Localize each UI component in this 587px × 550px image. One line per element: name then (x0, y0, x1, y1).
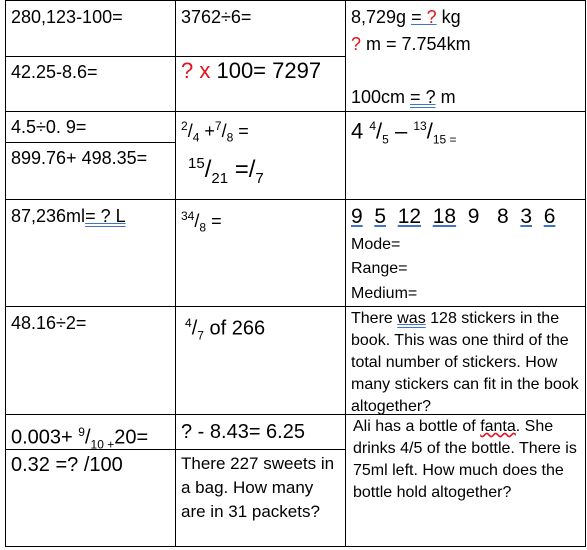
row-border (5, 0, 586, 1)
numerator: 2 (181, 119, 188, 133)
question-cell: $0.003+ ^9/_{10 +}20=$ (11, 425, 149, 452)
data-value: 5 (374, 205, 387, 228)
question-mark: ? x (181, 58, 211, 83)
row-border (5, 111, 586, 112)
text-span: 8,729g (351, 7, 412, 27)
text-span: was (397, 310, 426, 327)
question-cell: ? - 8.43= 6.25 (181, 421, 305, 443)
denominator: 4 (192, 130, 200, 145)
col-border (585, 0, 586, 547)
text-span: 100cm (351, 87, 411, 107)
numerator: 15 (188, 155, 205, 172)
text-span: m = 7.754km (361, 34, 471, 54)
question-mark: ? (351, 34, 362, 54)
text-span: of 266 (203, 317, 266, 340)
question-cell: 48.16÷2= (11, 313, 87, 333)
data-value: 9 (467, 205, 480, 228)
data-value: 12 (397, 205, 422, 228)
question-cell (11, 205, 126, 227)
data-value: 8 (496, 205, 509, 228)
data-value: 9 (351, 205, 363, 228)
row-border (5, 199, 586, 200)
text-span: = (206, 211, 222, 231)
numerator: 34 (181, 209, 195, 223)
question-cell: 899.76+ 498.35= (11, 148, 148, 168)
question-cell: 280,123-100= (11, 7, 123, 27)
denominator: 8 (199, 220, 207, 235)
text-span: – (388, 118, 414, 144)
question-cell: 3762÷6= (181, 7, 252, 27)
question-mark: ? (425, 87, 436, 107)
word-problem-sweets: There 227 sweets in a bag. How many are in 31 packets? (181, 454, 335, 521)
text-span: 4 (351, 118, 370, 144)
text-span: Ali has a bottle of (353, 418, 481, 435)
text-span: 20= (114, 426, 149, 449)
question-mark: ? (426, 7, 437, 27)
data-set (351, 206, 555, 228)
col-border (345, 0, 346, 547)
question-cell: $^{34}/_8$ = (181, 209, 222, 235)
numerator: 7 (214, 119, 222, 133)
text-span: 0.003+ (11, 426, 79, 449)
row-border (5, 306, 586, 307)
question-cell (351, 33, 471, 55)
numerator: 4 (369, 119, 377, 133)
word-problem-bottle (353, 416, 583, 504)
question-cell: $^2/_4 +^7/_8$ = (181, 119, 249, 145)
row-border (5, 142, 175, 143)
text-span: = (411, 7, 422, 27)
numerator: 4 (185, 316, 192, 330)
row-border (5, 546, 586, 547)
question-cell: 4.5÷0. 9= (11, 117, 87, 137)
text-span: 128 stickers in the book. This was one third of the total number of stickers. How many stickers can fit in the book altogether? (351, 310, 579, 415)
text-span: kg (436, 7, 461, 27)
text-span: fanta (480, 418, 516, 435)
denominator: 7 (255, 169, 264, 187)
denominator: 10 + (90, 437, 115, 452)
question-cell: 4 $^4/_5 - ^{13}/_{15 =}$ (351, 118, 457, 147)
question-cell: 42.25-8.6= (11, 62, 98, 82)
numerator: 13 (413, 119, 427, 133)
text-span: . She drinks 4/5 of the bottle. There is 75ml left. How much does the bottle hold altogether? (353, 418, 577, 501)
denominator: 15 = (432, 132, 457, 147)
denominator: 5 (382, 132, 389, 147)
col-border (5, 0, 6, 547)
text-span: 87,236ml (11, 206, 86, 226)
col-border (175, 0, 176, 547)
text-span: = (410, 87, 421, 107)
question-cell (181, 60, 321, 82)
question-cell (351, 6, 461, 28)
text-span: 100= 7297 (210, 58, 322, 83)
mode-label: Mode= (351, 236, 401, 253)
denominator: 8 (226, 130, 234, 145)
question-cell: $^4/_7$ of 266 (185, 316, 266, 343)
denominator: 21 (211, 169, 229, 187)
numerator: 9 (78, 425, 85, 439)
question-cell: 0.32 =? /100 (11, 454, 123, 476)
word-problem-stickers (351, 308, 583, 418)
text-span: There (351, 310, 398, 327)
data-value: 3 (520, 205, 533, 228)
data-value: 6 (543, 205, 556, 228)
text-span: = (233, 121, 249, 141)
question-cell: $^{15}/_{21} =/_7$ (188, 155, 264, 187)
denominator: 7 (197, 328, 204, 343)
range-label: Range= (351, 260, 408, 277)
text-span: = ? L (85, 206, 126, 226)
data-value: 18 (432, 205, 457, 228)
text-span: + (199, 121, 215, 141)
median-label: Medium= (351, 285, 418, 302)
text-span: =/ (228, 156, 256, 183)
question-cell (351, 86, 456, 108)
text-span: m (435, 87, 456, 107)
